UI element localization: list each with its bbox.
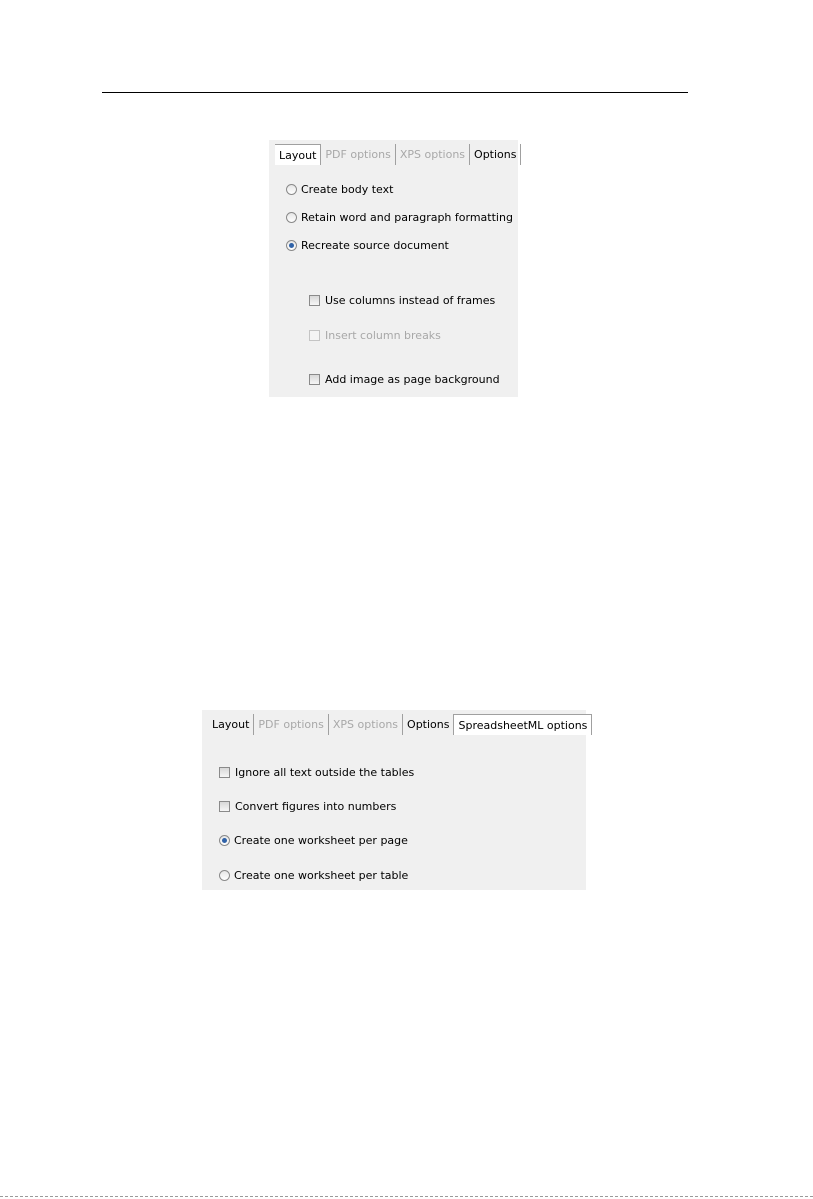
checkbox-box[interactable]: [219, 801, 230, 812]
radio-button[interactable]: [219, 870, 230, 881]
page-bottom-edge: [0, 1196, 813, 1197]
tab-xps-options[interactable]: XPS options: [329, 714, 403, 735]
checkbox-box[interactable]: [309, 374, 320, 385]
radio-label: Create one worksheet per table: [234, 868, 409, 882]
radio-button[interactable]: [286, 212, 297, 223]
tab-layout[interactable]: Layout: [275, 144, 321, 165]
checkbox-use-columns[interactable]: [309, 293, 495, 307]
tab-pdf-options[interactable]: PDF options: [254, 714, 328, 735]
checkbox-label: Convert figures into numbers: [235, 799, 397, 813]
radio-retain-formatting[interactable]: [286, 210, 513, 224]
radio-label: Create body text: [301, 182, 394, 196]
radio-button[interactable]: [286, 184, 297, 195]
checkbox-box[interactable]: [309, 295, 320, 306]
checkbox-box[interactable]: [219, 767, 230, 778]
checkbox-insert-column-breaks: [309, 328, 441, 342]
checkbox-label: Use columns instead of frames: [325, 293, 496, 307]
radio-label: Recreate source document: [301, 238, 449, 252]
tab-spreadsheetml-options[interactable]: SpreadsheetML options: [454, 714, 592, 735]
checkbox-box: [309, 330, 320, 341]
radio-button[interactable]: [219, 835, 230, 846]
radio-label: Retain word and paragraph formatting: [301, 210, 513, 224]
spreadsheetml-options-panel: [202, 710, 586, 890]
tab-layout[interactable]: Layout: [208, 714, 254, 735]
radio-worksheet-per-table[interactable]: [219, 868, 408, 882]
tab-xps-options[interactable]: XPS options: [396, 144, 470, 165]
radio-button[interactable]: [286, 240, 297, 251]
checkbox-label: Add image as page background: [325, 372, 500, 386]
header-rule: [102, 92, 688, 93]
radio-recreate-source-document[interactable]: [286, 238, 449, 252]
checkbox-convert-figures[interactable]: [219, 799, 396, 813]
checkbox-ignore-text-outside-tables[interactable]: [219, 765, 414, 779]
layout-options-panel: [269, 140, 518, 397]
checkbox-label: Insert column breaks: [325, 328, 441, 342]
radio-worksheet-per-page[interactable]: [219, 833, 408, 847]
spreadsheet-panel-tab-bar: [208, 714, 592, 735]
tab-pdf-options[interactable]: PDF options: [321, 144, 395, 165]
checkbox-add-image-background[interactable]: [309, 372, 500, 386]
checkbox-label: Ignore all text outside the tables: [235, 765, 415, 779]
radio-create-body-text[interactable]: [286, 182, 393, 196]
layout-panel-tab-bar: [275, 144, 521, 165]
radio-label: Create one worksheet per page: [234, 833, 408, 847]
tab-options[interactable]: Options: [470, 144, 521, 165]
tab-options[interactable]: Options: [403, 714, 454, 735]
